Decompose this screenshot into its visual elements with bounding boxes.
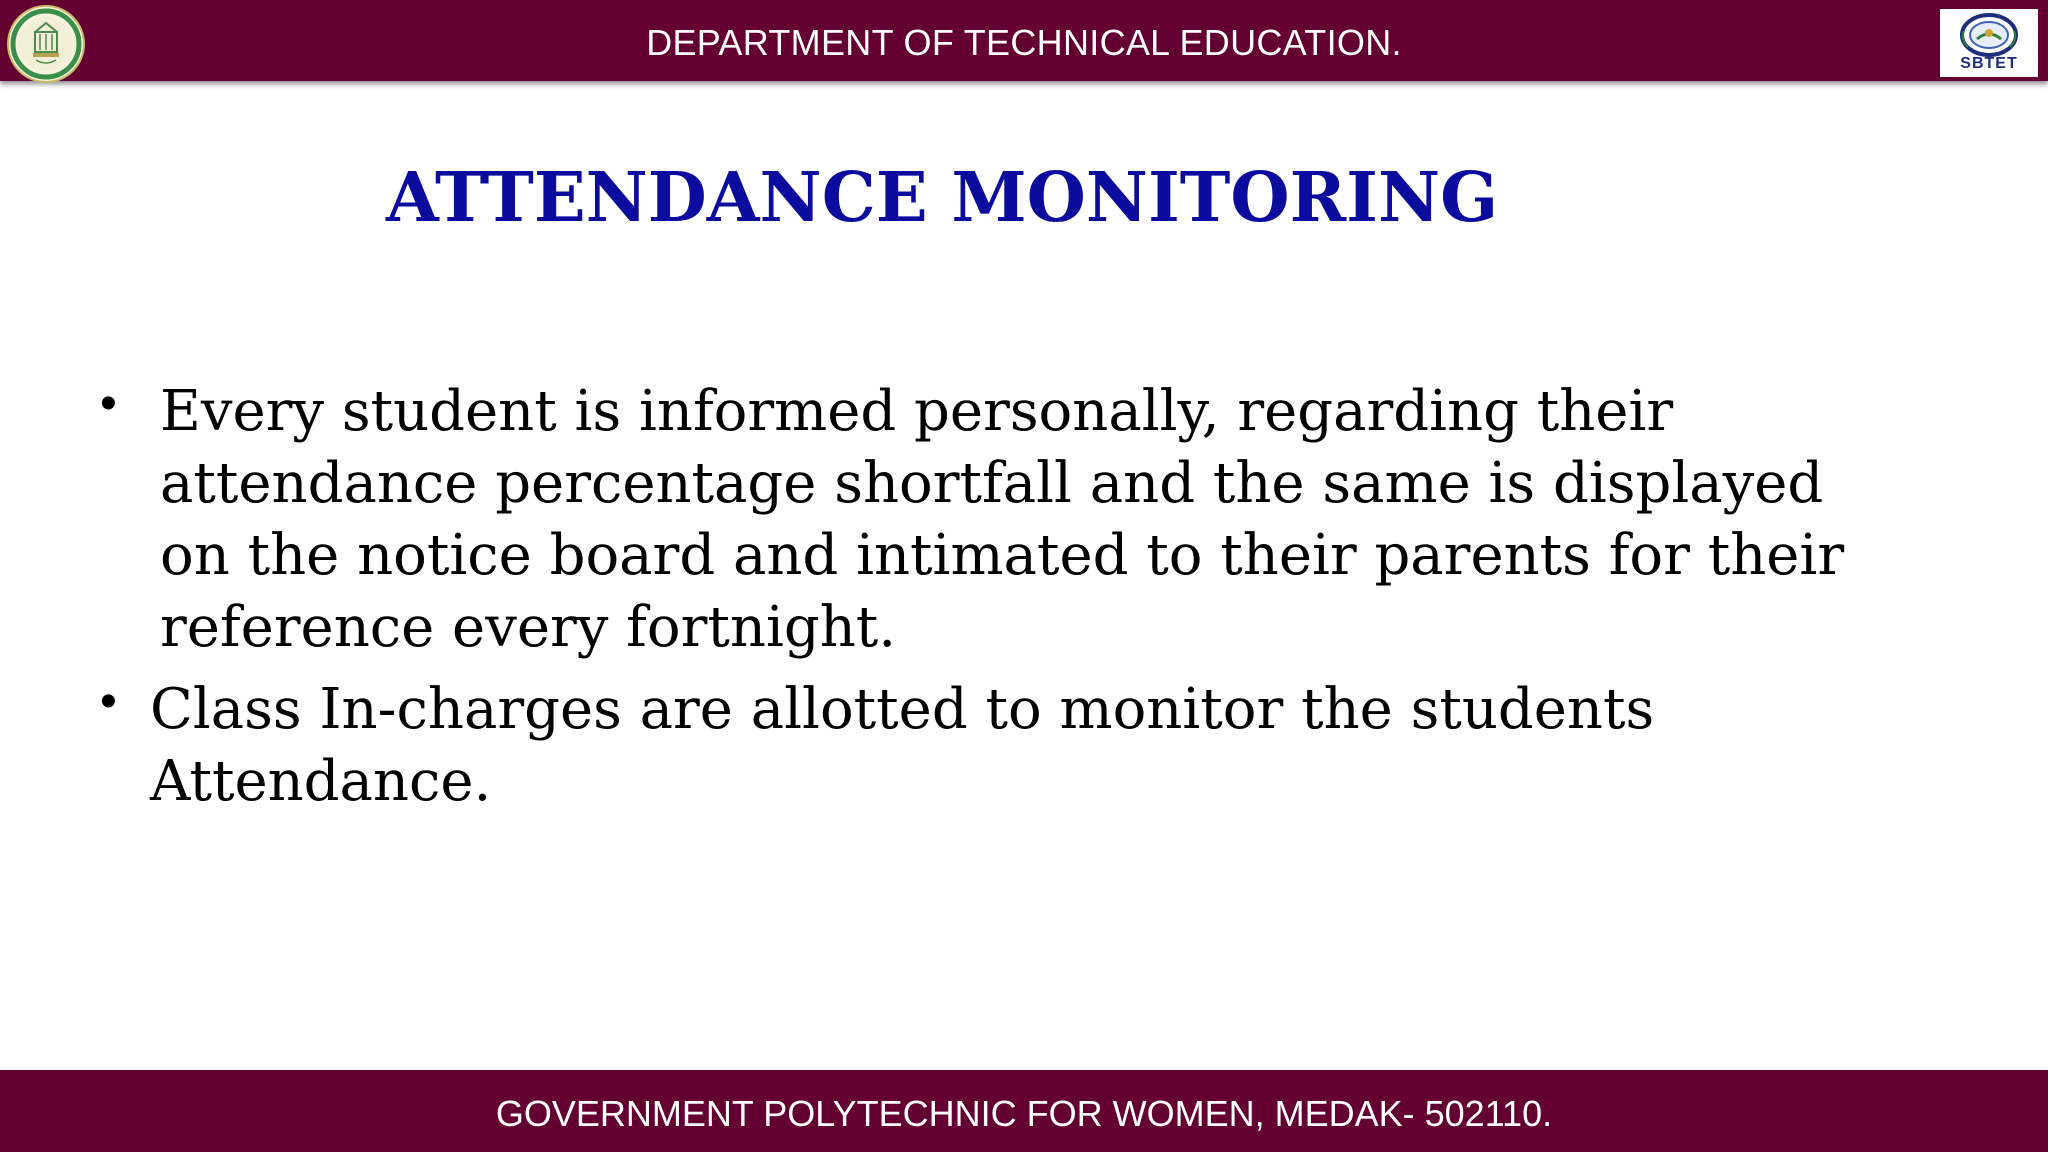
bullet-line: Attendance.	[150, 749, 492, 814]
footer-bar	[0, 1070, 2048, 1152]
bullet-icon: •	[100, 377, 117, 430]
header-title: DEPARTMENT OF TECHNICAL EDUCATION.	[646, 22, 1402, 63]
bullet-line: on the notice board and intimated to their parents for their	[160, 523, 1845, 588]
header-bar	[0, 0, 2048, 81]
bullet-line: Every student is informed personally, regarding their	[160, 379, 1674, 444]
bullet-list	[100, 376, 2000, 818]
bullet-line: reference every fortnight.	[160, 595, 897, 660]
sbtet-logo-icon	[1940, 9, 2038, 77]
bullet-text	[150, 674, 2000, 818]
telangana-emblem-icon	[6, 4, 86, 84]
footer-text: GOVERNMENT POLYTECHNIC FOR WOMEN, MEDAK- 502110.	[495, 1093, 1553, 1134]
page-title: ATTENDANCE MONITORING	[386, 158, 1499, 238]
bullet-line: Class In-charges are allotted to monitor the students	[150, 677, 1655, 742]
bullet-icon: •	[100, 675, 117, 728]
list-item	[100, 376, 2000, 664]
bullet-text	[160, 376, 2000, 664]
sbtet-logo-text: SBTET	[1960, 55, 2018, 72]
bullet-line: attendance percentage shortfall and the same is displayed	[160, 451, 1824, 516]
list-item	[100, 674, 2000, 818]
